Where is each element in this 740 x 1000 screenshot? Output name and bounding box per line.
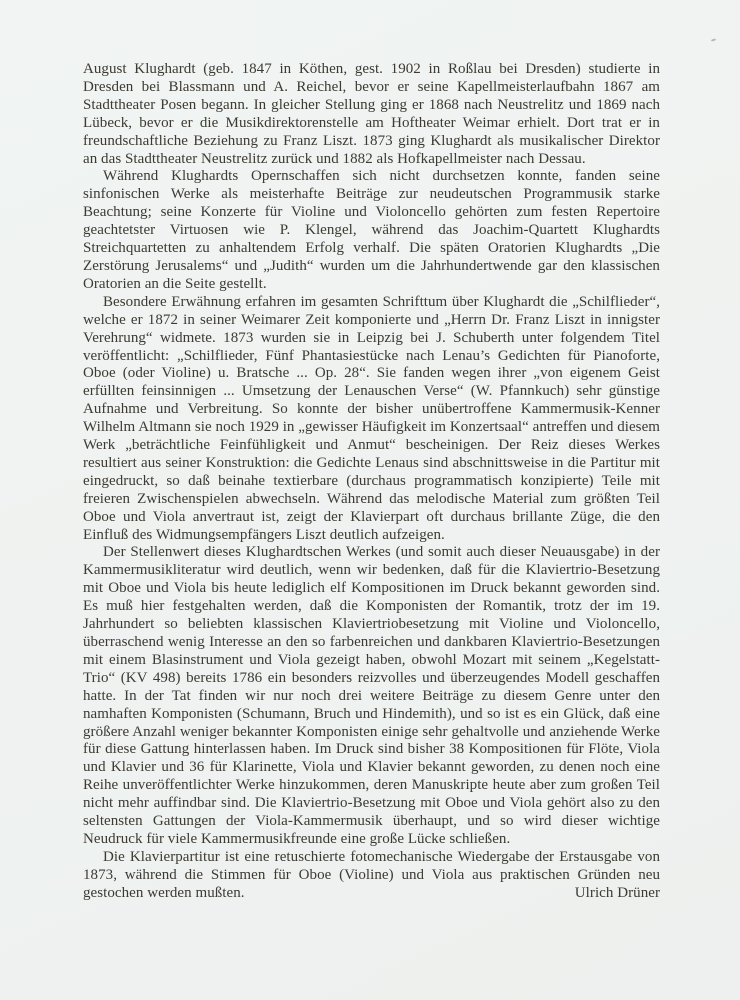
paragraph-significance: Der Stellenwert dieses Klughardtschen Werkes (und somit auch dieser Neuausgabe) in der Kammermusikliteratur wird deutlich, wenn wir bedenken, daß für die Klaviertrio-Besetzung mit Oboe und Viola bis heute lediglich elf Kompositionen im Druck bekannt geworden sind. Es muß hier festgehalten werden, daß die Komponisten der Romantik, trotz der im 19. Jahrhundert so beliebten klassischen Klaviertriobesetzung mit Violine und Violoncello, überraschend wenig Interesse an den so farbenreichen und dankbaren Klaviertrio-Besetzungen mit einem Blasinstrument und Viola gezeigt haben, obwohl Mozart mit seinem „Kegelstatt-Trio“ (KV 498) bereits 1786 ein besonders reizvolles und überzeugendes Modell geschaffen hatte. In der Tat finden wir nur noch drei weitere Beiträge zu diesem Genre unter den namhaften Komponisten (Schumann, Bruch und Hindemith), und so ist es ein Glück, daß eine größere Anzahl weniger bekannter Komponisten einige sehr gehaltvolle und anziehende Werke für diese Gattung hinterlassen haben. Im Druck sind bisher 38 Kompositionen für Flöte, Viola und Klavier und 36 für Klarinette, Viola und Klavier bekannt geworden, zu denen noch eine Reihe unveröffentlichter Werke hinzukommen, deren Manuskripte heute aber zum großen Teil nicht mehr auffindbar sind. Die Klaviertrio-Besetzung mit Oboe und Viola gehört also zu den seltensten Gattungen der Viola-Kammermusik überhaupt, und so wird dieser wichtige Neudruck für viele Kammermusikfreunde eine große Lücke schließen. (83, 544, 660, 847)
scan-speck (711, 38, 716, 41)
paragraph-edition-note (83, 849, 660, 903)
author-signature: Ulrich Drüner (574, 884, 660, 901)
text-block (83, 61, 660, 903)
edition-note-text: Die Klavierpartitur ist eine retuschierte fotomechanische Wiedergabe der Erstausgabe von 1873, während die Stimmen für Oboe (Violine) und Viola aus praktischen Gründen neu gestochen werden mußten. (83, 848, 660, 901)
paragraph-works-reception: Während Klughardts Opernschaffen sich nicht durchsetzen konnte, fanden seine sinfonischen Werke als meisterhafte Beiträge zur neudeutschen Programmusik starke Beachtung; seine Konzerte für Violine und Violoncello gehörten zum festen Repertoire geachtetster Virtuosen wie P. Klengel, während das Joachim-Quartett Klughardts Streichquartetten zu anhaltendem Erfolg verhalf. Die späten Oratorien Klughardts „Die Zerstörung Jerusalems“ und „Judith“ wurden um die Jahrhundertwende gar den klassischen Oratorien an die Seite gestellt. (83, 168, 660, 292)
paragraph-schilflieder: Besondere Erwähnung erfahren im gesamten Schrifttum über Klughardt die „Schilflieder“, welche er 1872 in seiner Weimarer Zeit komponierte und „Herrn Dr. Franz Liszt in innigster Verehrung“ widmete. 1873 wurden sie in Leipzig bei J. Schuberth unter folgendem Titel veröffentlicht: „Schilflieder, Fünf Phantasiestücke nach Lenau’s Gedichten für Pianoforte, Oboe (oder Violine) u. Bratsche ... Op. 28“. Sie fanden wegen ihrer „von eigenem Geist erfüllten feinsinnigen ... Umsetzung der Lenauschen Verse“ (W. Pfannkuch) sehr günstige Aufnahme und Verbreitung. So konnte der bisher unübertroffene Kammermusik-Kenner Wilhelm Altmann sie noch 1929 in „gewisser Häufigkeit im Konzertsaal“ antreffen und diesem Werk „beträchtliche Feinfühligkeit und Anmut“ bescheinigen. Der Reiz dieses Werkes resultiert aus seiner Konstruktion: die Gedichte Lenaus sind abschnittsweise in die Partitur mit eingedruckt, so daß beinahe textierbare (durchaus programmatisch konzipierte) Teile mit freieren Zwischenspielen abwechseln. Während das melodische Material zum größten Teil Oboe und Viola anvertraut ist, zeigt der Klavierpart oft durchaus brillante Züge, die den Einfluß des Widmungsempfängers Liszt deutlich aufzeigen. (83, 293, 660, 543)
paragraph-biography: August Klughardt (geb. 1847 in Köthen, gest. 1902 in Roßlau bei Dresden) studierte in Dresden bei Blassmann und A. Reichel, bevor er seine Kapellmeisterlaufbahn 1867 am Stadttheater Posen begann. In gleicher Stellung ging er 1868 nach Neustrelitz und 1869 nach Lübeck, bevor er die Musikdirektorenstelle am Hoftheater Weimar erhielt. Dort trat er in freundschaftliche Beziehung zu Franz Liszt. 1873 ging Klughardt als musikalischer Direktor an das Stadttheater Neustrelitz zurück und 1882 als Hofkapellmeister nach Dessau. (83, 61, 660, 167)
